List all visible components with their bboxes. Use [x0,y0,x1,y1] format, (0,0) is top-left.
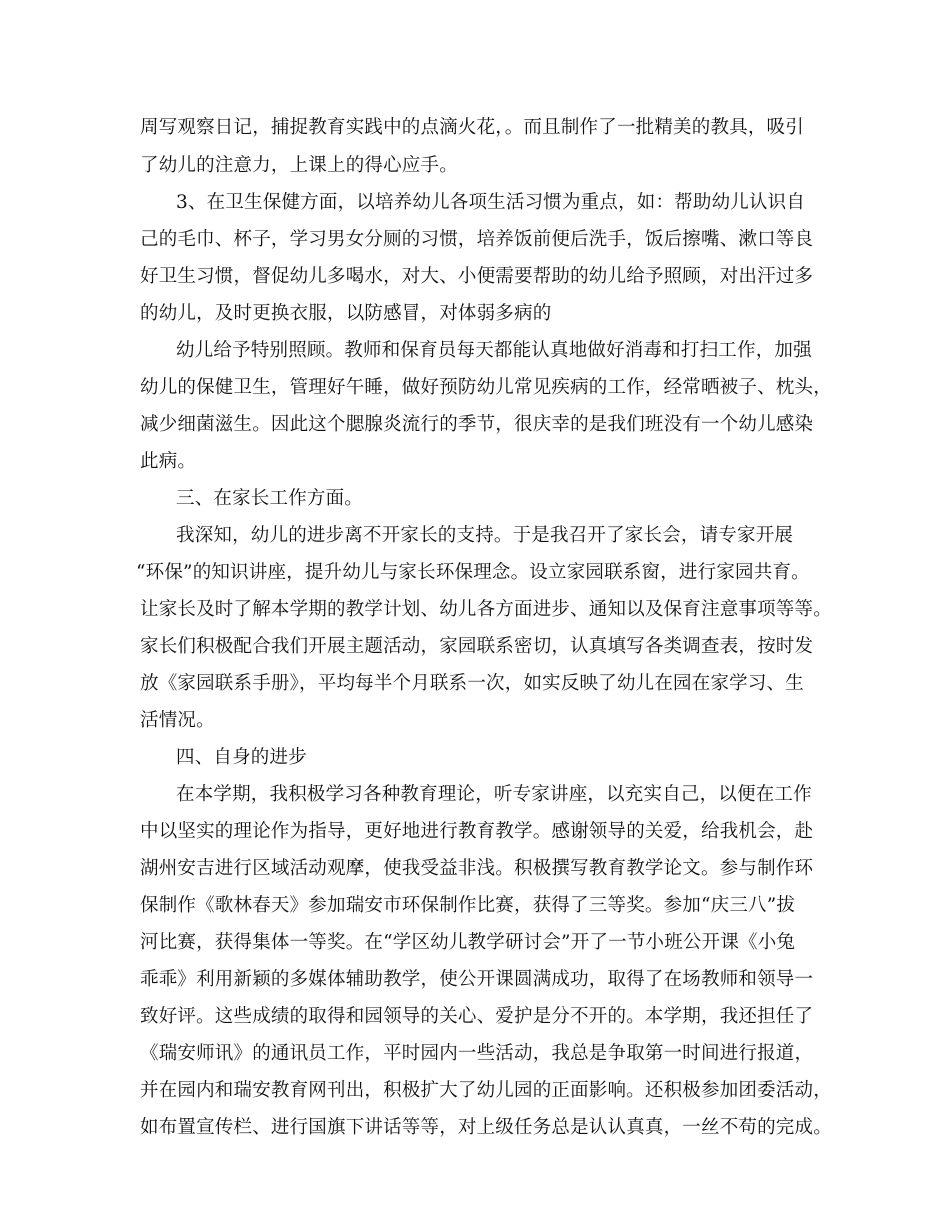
text-line: 在本学期，我积极学习各种教育理论，听专家讲座，以充实自己，以便在工作 [176,784,812,805]
text-line: 我深知，幼儿的进步离不开家长的支持。于是我召开了家长会，请专家开展 [176,525,794,546]
text-line: 周写观察日记，捕捉教育实践中的点滴火花，。而且制作了一批精美的教具，吸引 [140,117,804,138]
text-line: 好卫生习惯，督促幼儿多喝水，对大、小便需要帮助的幼儿给予照顾，对出汗过多 [140,266,814,287]
text-line: 中以坚实的理论作为指导，更好地进行教育教学。感谢领导的关爱，给我机会，赴 [140,821,814,842]
text-line: 《瑞安师讯》的通讯员工作，平时园内一些活动，我总是争取第一时间进行报道， [140,1043,814,1064]
text-line: 放《家园联系手册》，平均每半个月联系一次，如实反映了幼儿在园在家学习、生 [140,673,804,694]
text-line: 的幼儿，及时更换衣服，以防感冒，对体弱多病的 [140,303,552,324]
text-line: 湖州安吉进行区域活动观摩，使我受益非浅。积极撰写教育教学论文。参与制作环 [140,858,814,879]
text-line: 保制作《歌林春天》参加瑞安市环保制作比赛，获得了三等奖。参加“庆三八”拔 [140,895,796,916]
text-line: 活情况。 [140,710,215,731]
text-line: 家长们积极配合我们开展主题活动，家园联系密切，认真填写各类调查表，按时发 [140,636,814,657]
text-line: 乖乖》利用新颖的多媒体辅助教学，使公开课圆满成功，取得了在场教师和领导一 [140,969,814,990]
text-line: 致好评。这些成绩的取得和园领导的关心、爱护是分不开的。本学期，我还担任了 [140,1006,814,1027]
text-line: 让家长及时了解本学期的教学计划、幼儿各方面进步、通知以及保育注意事项等等。 [140,599,832,620]
text-line: 3、在卫生保健方面，以培养幼儿各项生活习惯为重点，如：帮助幼儿认识自 [176,192,806,213]
text-line: 减少细菌滋生。因此这个腮腺炎流行的季节，很庆幸的是我们班没有一个幼儿感染 [140,414,814,435]
section-heading: 三、在家长工作方面。 [176,488,364,509]
text-line: 此病。 [140,451,197,472]
section-heading: 四、自身的进步 [176,747,307,768]
text-line: 幼儿给予特别照顾。教师和保育员每天都能认真地做好消毒和打扫工作，加强 [176,340,812,361]
text-line: 如布置宣传栏、进行国旗下讲话等等，对上级任务总是认认真真，一丝不苟的完成。 [140,1117,832,1138]
text-line: 河比赛，获得集体一等奖。在“学区幼儿教学研讨会”开了一节小班公开课《小兔 [140,932,796,953]
text-line: 并在园内和瑞安教育网刊出，积极扩大了幼儿园的正面影响。还积极参加团委活动， [140,1080,832,1101]
text-line: 了幼儿的注意力，上课上的得心应手。 [140,155,458,176]
text-line: 己的毛巾、杯子，学习男女分厕的习惯，培养饭前便后洗手，饭后擦嘴、漱口等良 [140,229,814,250]
text-line: “环保”的知识讲座，提升幼儿与家长环保理念。设立家园联系窗，进行家园共育。 [136,562,810,583]
text-line: 幼儿的保健卫生，管理好午睡，做好预防幼儿常见疾病的工作，经常晒被子、枕头， [140,377,832,398]
